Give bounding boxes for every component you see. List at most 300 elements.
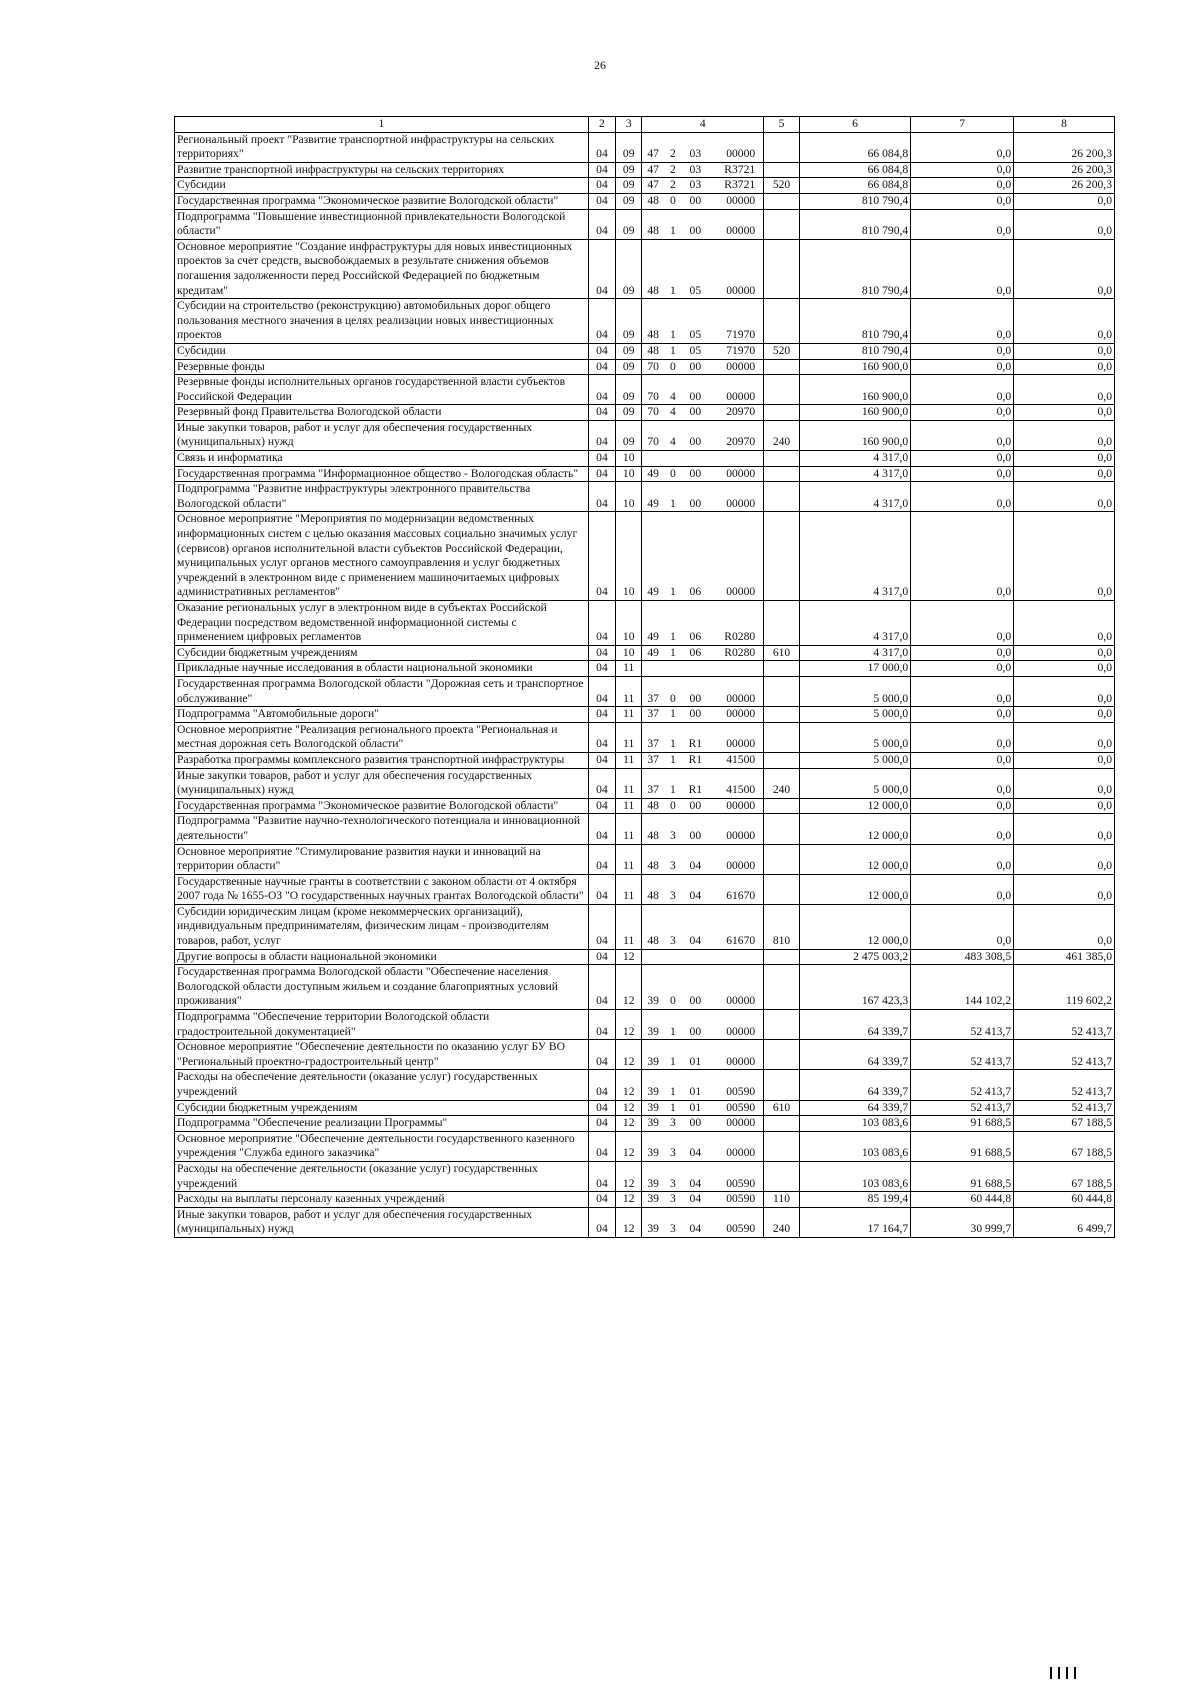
row-amount-col8: 0,0 [1014,768,1115,798]
activity-code: 03 [689,178,702,192]
row-amount-col8: 0,0 [1014,814,1115,844]
row-name: Расходы на обеспечение деятельности (оказание услуг) государственных учреждений [175,1161,589,1191]
row-amount-col8: 0,0 [1014,209,1115,239]
row-amount-col7: 0,0 [911,343,1014,359]
header-col-4: 4 [642,117,764,133]
program-code: 39 [647,1116,659,1130]
row-target-article [642,239,764,298]
row-amount-col6: 64 339,7 [799,1040,910,1070]
subprogram-code: 1 [669,343,676,357]
row-name: Основное мероприятие "Реализация регионального проекта "Региональная и местная дорожная сеть Вологодской области" [175,722,589,752]
row-subsection: 11 [616,707,642,723]
subprogram-code: 3 [669,1116,676,1130]
row-amount-col6: 5 000,0 [799,768,910,798]
row-amount-col8: 0,0 [1014,676,1115,706]
row-subsection: 12 [616,965,642,1010]
row-expense-type [764,512,800,601]
table-row [175,676,1115,706]
row-subsection: 11 [616,752,642,768]
row-amount-col8: 26 200,3 [1014,132,1115,162]
row-expense-type [764,209,800,239]
row-section: 04 [588,209,615,239]
row-amount-col7: 0,0 [911,466,1014,482]
row-expense-type [764,239,800,298]
row-target-article [642,1070,764,1100]
row-name: Субсидии [175,343,589,359]
row-subsection: 09 [616,209,642,239]
row-amount-col8: 26 200,3 [1014,178,1115,194]
row-amount-col6: 12 000,0 [799,844,910,874]
row-amount-col7: 0,0 [911,752,1014,768]
row-subsection: 09 [616,162,642,178]
direction-code: 61670 [726,889,756,903]
direction-code: 00000 [726,496,756,510]
row-amount-col8: 0,0 [1014,661,1115,677]
table-row [175,162,1115,178]
subprogram-code: 2 [669,147,676,161]
row-expense-type [764,661,800,677]
row-amount-col7: 0,0 [911,768,1014,798]
row-amount-col8: 0,0 [1014,874,1115,904]
subprogram-code: 4 [669,405,676,419]
row-target-article [642,359,764,375]
table-row [175,1131,1115,1161]
direction-code: 00000 [726,193,756,207]
row-subsection: 12 [616,1010,642,1040]
row-amount-col7: 52 413,7 [911,1040,1014,1070]
activity-code: 00 [689,798,702,812]
subprogram-code: 1 [669,496,676,510]
row-expense-type [764,405,800,421]
program-code: 39 [647,1146,659,1160]
subprogram-code: 2 [669,162,676,176]
row-amount-col7: 0,0 [911,874,1014,904]
row-name: Иные закупки товаров, работ и услуг для обеспечения государственных (муниципальных) нужд [175,768,589,798]
activity-code: 00 [689,496,702,510]
page-number: 26 [594,58,606,72]
row-amount-col6: 5 000,0 [799,722,910,752]
row-amount-col8: 0,0 [1014,299,1115,344]
row-target-article [642,482,764,512]
row-amount-col6: 810 790,4 [799,239,910,298]
table-row [175,299,1115,344]
row-amount-col8: 0,0 [1014,752,1115,768]
row-expense-type [764,965,800,1010]
row-amount-col6: 4 317,0 [799,466,910,482]
row-expense-type [764,1161,800,1191]
row-subsection: 11 [616,814,642,844]
row-expense-type [764,1131,800,1161]
subprogram-code: 1 [669,737,676,751]
row-subsection: 12 [616,1192,642,1208]
row-amount-col7: 60 444,8 [911,1192,1014,1208]
header-col-7: 7 [911,117,1014,133]
direction-code: 00000 [726,798,756,812]
direction-code: 00000 [726,994,756,1008]
row-section: 04 [588,1116,615,1132]
row-subsection: 12 [616,1161,642,1191]
row-amount-col7: 0,0 [911,661,1014,677]
row-amount-col7: 0,0 [911,375,1014,405]
program-code: 47 [647,147,659,161]
row-amount-col8: 67 188,5 [1014,1116,1115,1132]
row-amount-col6: 17 164,7 [799,1207,910,1237]
row-target-article [642,965,764,1010]
direction-code: 00000 [726,828,756,842]
row-amount-col8: 52 413,7 [1014,1040,1115,1070]
row-expense-type [764,707,800,723]
row-name: Основное мероприятие "Обеспечение деятельности по оказанию услуг БУ ВО "Региональный проектно-градостроительный центр" [175,1040,589,1070]
row-amount-col6: 4 317,0 [799,451,910,467]
table-row [175,466,1115,482]
row-amount-col8: 0,0 [1014,466,1115,482]
row-name: Подпрограмма "Развитие инфраструктуры электронного правительства Вологодской области" [175,482,589,512]
row-target-article [642,752,764,768]
row-section: 04 [588,798,615,814]
subprogram-code: 1 [669,645,676,659]
direction-code: 00000 [726,737,756,751]
row-amount-col7: 0,0 [911,645,1014,661]
row-target-article [642,1131,764,1161]
row-subsection: 10 [616,482,642,512]
row-amount-col8: 0,0 [1014,798,1115,814]
row-subsection: 09 [616,132,642,162]
subprogram-code: 0 [669,994,676,1008]
row-amount-col8: 0,0 [1014,482,1115,512]
scan-marks [1050,1666,1082,1684]
program-code: 49 [647,585,659,599]
row-section: 04 [588,1100,615,1116]
row-name: Государственные научные гранты в соответствии с законом области от 4 октября 2007 года № 1655-ОЗ "О государственных научных грантах Вологодской области" [175,874,589,904]
program-code: 48 [647,828,659,842]
row-name: Субсидии бюджетным учреждениям [175,1100,589,1116]
table-row [175,752,1115,768]
row-target-article [642,676,764,706]
program-code: 39 [647,1100,659,1114]
row-name: Иные закупки товаров, работ и услуг для обеспечения государственных (муниципальных) нужд [175,1207,589,1237]
table-row [175,343,1115,359]
direction-code: 00000 [726,147,756,161]
table-row [175,874,1115,904]
row-target-article [642,722,764,752]
row-expense-type: 610 [764,1100,800,1116]
row-target-article [642,645,764,661]
row-section: 04 [588,965,615,1010]
row-expense-type: 240 [764,768,800,798]
row-subsection: 09 [616,359,642,375]
activity-code: 00 [689,224,702,238]
direction-code: 41500 [726,783,756,797]
program-code: 48 [647,859,659,873]
row-expense-type [764,814,800,844]
table-row [175,178,1115,194]
row-section: 04 [588,1070,615,1100]
subprogram-code: 3 [669,889,676,903]
activity-code: 03 [689,147,702,161]
row-amount-col6: 12 000,0 [799,814,910,844]
row-amount-col8: 0,0 [1014,601,1115,646]
row-section: 04 [588,482,615,512]
row-target-article [642,707,764,723]
activity-code: 00 [689,691,702,705]
row-section: 04 [588,661,615,677]
row-amount-col7: 0,0 [911,420,1014,450]
row-amount-col7: 0,0 [911,405,1014,421]
row-target-article [642,343,764,359]
row-target-article [642,844,764,874]
row-amount-col7: 52 413,7 [911,1010,1014,1040]
row-section: 04 [588,768,615,798]
activity-code: 05 [689,283,702,297]
row-name: Субсидии юридическим лицам (кроме некоммерческих организаций), индивидуальным предпринимателям, физическим лицам - производителям товаров, работ, услуг [175,904,589,949]
row-section: 04 [588,239,615,298]
subprogram-code: 0 [669,466,676,480]
row-amount-col8: 52 413,7 [1014,1100,1115,1116]
row-subsection: 09 [616,343,642,359]
row-amount-col8: 0,0 [1014,844,1115,874]
activity-code: 06 [689,585,702,599]
row-section: 04 [588,1207,615,1237]
row-subsection: 11 [616,798,642,814]
row-section: 04 [588,645,615,661]
activity-code: 01 [689,1054,702,1068]
row-amount-col6: 810 790,4 [799,343,910,359]
direction-code: 41500 [726,752,756,766]
program-code: 37 [647,691,659,705]
row-amount-col8: 67 188,5 [1014,1131,1115,1161]
subprogram-code: 0 [669,798,676,812]
row-expense-type [764,1040,800,1070]
row-amount-col8: 0,0 [1014,722,1115,752]
row-amount-col7: 0,0 [911,239,1014,298]
row-amount-col7: 0,0 [911,451,1014,467]
row-amount-col7: 0,0 [911,601,1014,646]
program-code: 47 [647,178,659,192]
row-section: 04 [588,162,615,178]
row-subsection: 11 [616,676,642,706]
row-subsection: 11 [616,768,642,798]
activity-code: 04 [689,1146,702,1160]
row-amount-col7: 0,0 [911,178,1014,194]
row-name: Подпрограмма "Повышение инвестиционной привлекательности Вологодской области" [175,209,589,239]
row-section: 04 [588,466,615,482]
row-name: Иные закупки товаров, работ и услуг для обеспечения государственных (муниципальных) нужд [175,420,589,450]
row-amount-col7: 30 999,7 [911,1207,1014,1237]
program-code: 70 [647,405,659,419]
row-amount-col7: 0,0 [911,798,1014,814]
row-subsection: 10 [616,466,642,482]
row-section: 04 [588,707,615,723]
row-amount-col7: 0,0 [911,132,1014,162]
program-code: 49 [647,466,659,480]
row-name: Основное мероприятие "Стимулирование развития науки и инноваций на территории области" [175,844,589,874]
row-target-article [642,1207,764,1237]
row-target-article [642,601,764,646]
row-target-article [642,949,764,965]
row-name: Подпрограмма "Обеспечение реализации Программы" [175,1116,589,1132]
row-name: Резервные фонды [175,359,589,375]
row-section: 04 [588,722,615,752]
row-amount-col6: 12 000,0 [799,798,910,814]
row-amount-col7: 91 688,5 [911,1116,1014,1132]
row-target-article [642,451,764,467]
row-subsection: 12 [616,949,642,965]
row-name: Оказание региональных услуг в электронном виде в субъектах Российской Федерации посредством ведомственной информационной системы с применением цифровых регламентов [175,601,589,646]
subprogram-code: 1 [669,224,676,238]
row-section: 04 [588,343,615,359]
direction-code: 00000 [726,585,756,599]
row-expense-type: 610 [764,645,800,661]
program-code: 48 [647,224,659,238]
table-row [175,814,1115,844]
direction-code: 00000 [726,283,756,297]
subprogram-code: 1 [669,328,676,342]
row-amount-col6: 4 317,0 [799,482,910,512]
row-amount-col8: 0,0 [1014,420,1115,450]
row-section: 04 [588,178,615,194]
subprogram-code: 3 [669,1192,676,1206]
row-name: Расходы на обеспечение деятельности (оказание услуг) государственных учреждений [175,1070,589,1100]
header-col-5: 5 [764,117,800,133]
row-amount-col6: 160 900,0 [799,375,910,405]
row-amount-col7: 52 413,7 [911,1100,1014,1116]
row-subsection: 09 [616,178,642,194]
row-amount-col6: 810 790,4 [799,193,910,209]
row-target-article [642,1040,764,1070]
row-name: Региональный проект "Развитие транспортной инфраструктуры на сельских территориях" [175,132,589,162]
direction-code: 00000 [726,389,756,403]
table-row [175,1070,1115,1100]
row-expense-type: 240 [764,420,800,450]
row-name: Подпрограмма "Автомобильные дороги" [175,707,589,723]
row-amount-col7: 0,0 [911,209,1014,239]
row-amount-col7: 0,0 [911,482,1014,512]
subprogram-code: 3 [669,1176,676,1190]
row-expense-type [764,1070,800,1100]
row-section: 04 [588,1192,615,1208]
row-amount-col8: 119 602,2 [1014,965,1115,1010]
row-expense-type [764,299,800,344]
row-expense-type [764,162,800,178]
activity-code: 04 [689,1192,702,1206]
row-amount-col8: 0,0 [1014,451,1115,467]
table-row [175,707,1115,723]
table-row [175,661,1115,677]
row-name: Субсидии [175,178,589,194]
direction-code: 00000 [726,1024,756,1038]
row-section: 04 [588,1131,615,1161]
row-name: Разработка программы комплексного развития транспортной инфраструктуры [175,752,589,768]
row-expense-type [764,798,800,814]
row-subsection: 11 [616,874,642,904]
row-amount-col7: 144 102,2 [911,965,1014,1010]
row-amount-col7: 0,0 [911,722,1014,752]
row-expense-type [764,193,800,209]
header-col-2: 2 [588,117,615,133]
direction-code: 00000 [726,1146,756,1160]
row-expense-type [764,466,800,482]
direction-code: R3721 [724,162,756,176]
row-section: 04 [588,451,615,467]
direction-code: 00000 [726,466,756,480]
activity-code: 00 [689,707,702,721]
row-amount-col6: 66 084,8 [799,178,910,194]
subprogram-code: 0 [669,193,676,207]
table-row [175,193,1115,209]
activity-code: 00 [689,405,702,419]
row-expense-type [764,752,800,768]
row-expense-type [764,601,800,646]
table-row [175,451,1115,467]
table-row [175,132,1115,162]
subprogram-code: 2 [669,178,676,192]
row-amount-col6: 5 000,0 [799,676,910,706]
row-expense-type [764,359,800,375]
row-amount-col8: 52 413,7 [1014,1070,1115,1100]
row-expense-type [764,949,800,965]
row-expense-type [764,676,800,706]
program-code: 49 [647,630,659,644]
row-amount-col7: 0,0 [911,676,1014,706]
row-target-article [642,209,764,239]
row-target-article [642,193,764,209]
subprogram-code: 4 [669,389,676,403]
row-amount-col8: 0,0 [1014,904,1115,949]
table-row [175,359,1115,375]
row-name: Другие вопросы в области национальной экономики [175,949,589,965]
activity-code: 00 [689,994,702,1008]
table-row [175,375,1115,405]
program-code: 39 [647,994,659,1008]
row-target-article [642,299,764,344]
row-amount-col8: 461 385,0 [1014,949,1115,965]
activity-code: 04 [689,1176,702,1190]
direction-code: 00000 [726,224,756,238]
row-target-article [642,798,764,814]
row-subsection: 09 [616,239,642,298]
row-subsection: 11 [616,904,642,949]
row-section: 04 [588,874,615,904]
row-section: 04 [588,1010,615,1040]
row-expense-type: 240 [764,1207,800,1237]
row-subsection: 09 [616,405,642,421]
row-subsection: 10 [616,645,642,661]
row-amount-col6: 64 339,7 [799,1070,910,1100]
row-amount-col6: 66 084,8 [799,162,910,178]
row-section: 04 [588,844,615,874]
program-code: 48 [647,343,659,357]
program-code: 39 [647,1176,659,1190]
row-target-article [642,661,764,677]
table-row [175,904,1115,949]
row-amount-col7: 0,0 [911,299,1014,344]
row-section: 04 [588,752,615,768]
row-amount-col6: 160 900,0 [799,405,910,421]
row-target-article [642,405,764,421]
row-target-article [642,874,764,904]
activity-code: 04 [689,859,702,873]
subprogram-code: 1 [669,1054,676,1068]
row-amount-col8: 0,0 [1014,405,1115,421]
row-section: 04 [588,420,615,450]
row-name: Основное мероприятие "Мероприятия по модернизации ведомственных информационных систем с целью оказания массовых социально значимых услуг (сервисов) органов исполнительной власти субъектов Российской Федерации, муниципальных услуг органов местного самоуправления и услуг бюджетных учреждений в электронном виде с применением машиночитаемых цифровых административных регламентов" [175,512,589,601]
row-target-article [642,162,764,178]
direction-code: 00590 [726,1085,756,1098]
table-row [175,965,1115,1010]
row-name: Основное мероприятие "Создание инфраструктуры для новых инвестиционных проектов за счет средств, высвобождаемых в результате снижения объемов погашения задолженности перед Российской Федерацией по бюджетным кредитам" [175,239,589,298]
subprogram-code: 1 [669,783,676,797]
direction-code: R0280 [724,630,756,644]
